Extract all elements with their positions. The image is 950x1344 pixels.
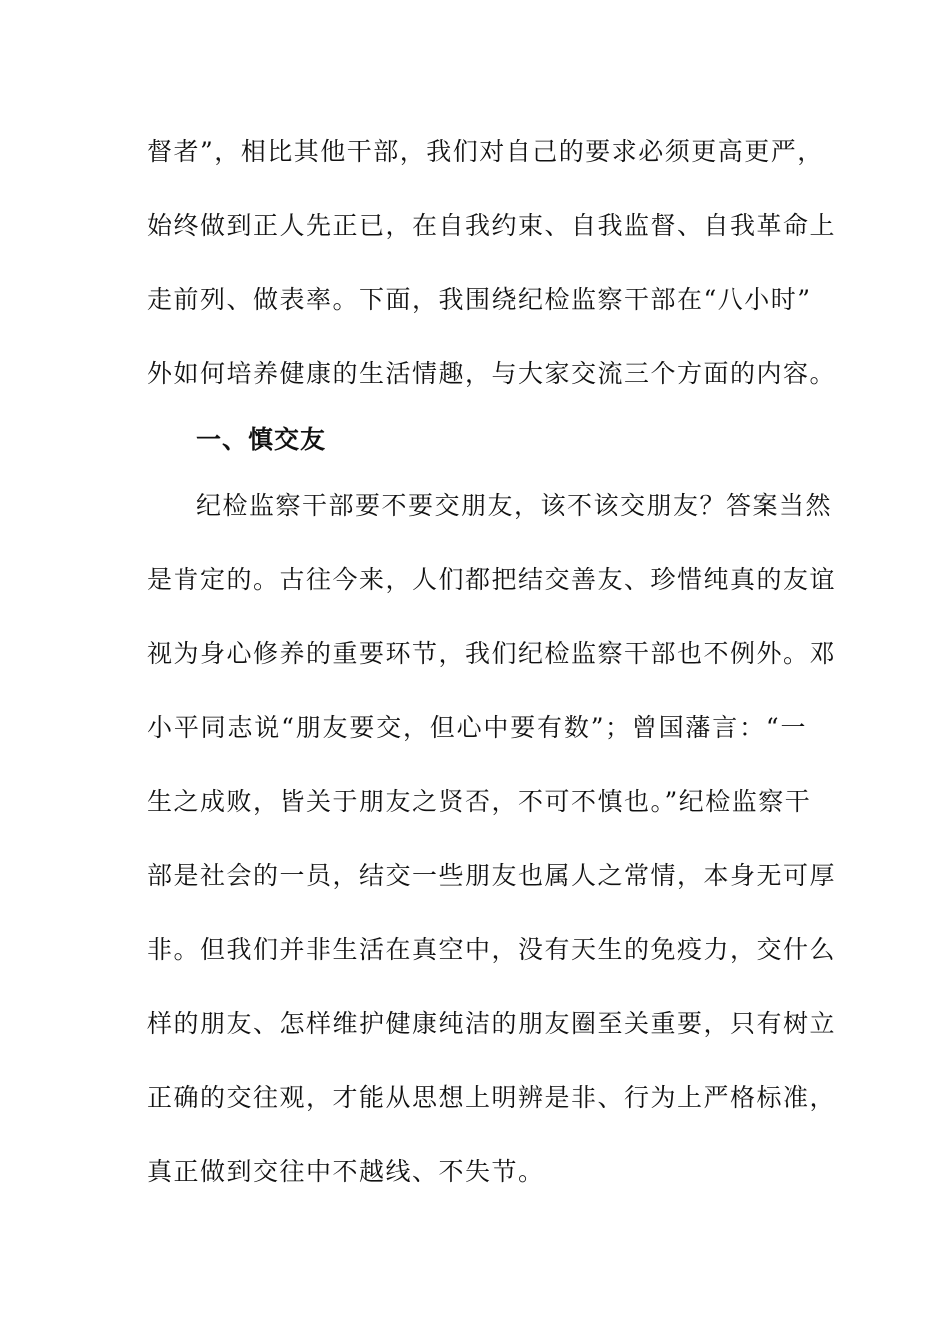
paragraph-line: 纪检监察干部要不要交朋友，该不该交朋友？答案当然	[196, 491, 833, 520]
section-heading: 一、慎交友	[196, 425, 327, 454]
paragraph-line: 视为身心修养的重要环节，我们纪检监察干部也不例外。邓	[147, 639, 837, 668]
paragraph-line: 始终做到正人先正已，在自我约束、自我监督、自我革命上	[147, 211, 837, 240]
paragraph-line: 是肯定的。古往今来，人们都把结交善友、珍惜纯真的友谊	[147, 565, 837, 594]
paragraph-line: 样的朋友、怎样维护健康纯洁的朋友圈至关重要，只有树立	[147, 1009, 837, 1038]
paragraph-line: 小平同志说“朋友要交，但心中要有数”；曾国藩言：“一	[147, 713, 807, 742]
paragraph-line: 非。但我们并非生活在真空中，没有天生的免疫力，交什么	[147, 935, 837, 964]
paragraph-line: 督者”，相比其他干部，我们对自己的要求必须更高更严，	[147, 137, 824, 166]
paragraph-line: 外如何培养健康的生活情趣，与大家交流三个方面的内容。	[147, 359, 837, 388]
paragraph-line: 生之成败，皆关于朋友之贤否，不可不慎也。”纪检监察干	[147, 787, 812, 816]
paragraph-line: 部是社会的一员，结交一些朋友也属人之常情，本身无可厚	[147, 861, 837, 890]
paragraph-line: 真正做到交往中不越线、不失节。	[147, 1157, 545, 1186]
paragraph-line: 正确的交往观，才能从思想上明辨是非、行为上严格标准，	[147, 1083, 837, 1112]
paragraph-line: 走前列、做表率。下面，我围绕纪检监察干部在“八小时”	[147, 285, 812, 314]
